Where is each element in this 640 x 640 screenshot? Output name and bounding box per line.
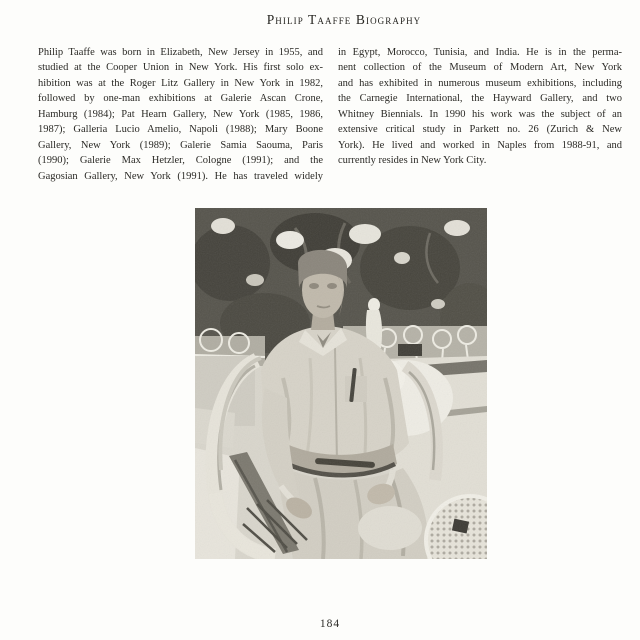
text-line: studied at the Cooper Union in New York. His first solo ex-	[38, 62, 323, 74]
photo-image	[195, 208, 487, 559]
text-line: (1990); Galerie Max Hetzler, Cologne (1991); and the	[38, 155, 323, 167]
text-line: Whitney Biennials. In 1990 his work was the subject of an	[338, 108, 622, 120]
text-line: nent collection of the Museum of Modern Art, New York	[338, 62, 622, 74]
film-grain	[195, 208, 487, 559]
text-line: in Egypt, Morocco, Tunisia, and India. He is in the perma-	[338, 47, 622, 58]
text-line: Philip Taaffe was born in Elizabeth, New Jersey in 1955, and	[38, 47, 323, 58]
text-line: hibition was at the Roger Litz Gallery in New York in 1982,	[38, 77, 323, 89]
text-line: Gagosian Gallery, New York (1991). He has traveled widely	[38, 170, 323, 182]
biography-text-left-column	[38, 45, 323, 184]
biography-text-right-column	[338, 45, 622, 169]
page-number: 184	[319, 618, 341, 630]
page-title: Philip Taaffe Biography	[266, 12, 422, 27]
text-line: 1987); Galleria Lucio Amelio, Napoli (1988); Mary Boone	[38, 124, 323, 136]
text-line: extensive critical study in Parkett no. 26 (Zurich & New	[338, 124, 622, 136]
text-line: Gallery, New York (1989); Galerie Samia Saouma, Paris	[38, 139, 323, 151]
text-line: currently resides in New York City.	[338, 155, 487, 167]
photograph	[195, 208, 487, 559]
text-line: Hamburg (1984); Pat Hearn Gallery, New York (1985, 1986,	[38, 108, 323, 120]
text-line: and has exhibited in numerous museum exhibitions, including	[338, 77, 622, 89]
text-line: followed by one-man exhibitions at Galerie Ascan Crone,	[38, 93, 323, 105]
text-line: the Carnegie International, the Hayward Gallery, and two	[338, 93, 622, 105]
text-line: York). He lived and worked in Naples from 1988-91, and	[338, 139, 622, 151]
